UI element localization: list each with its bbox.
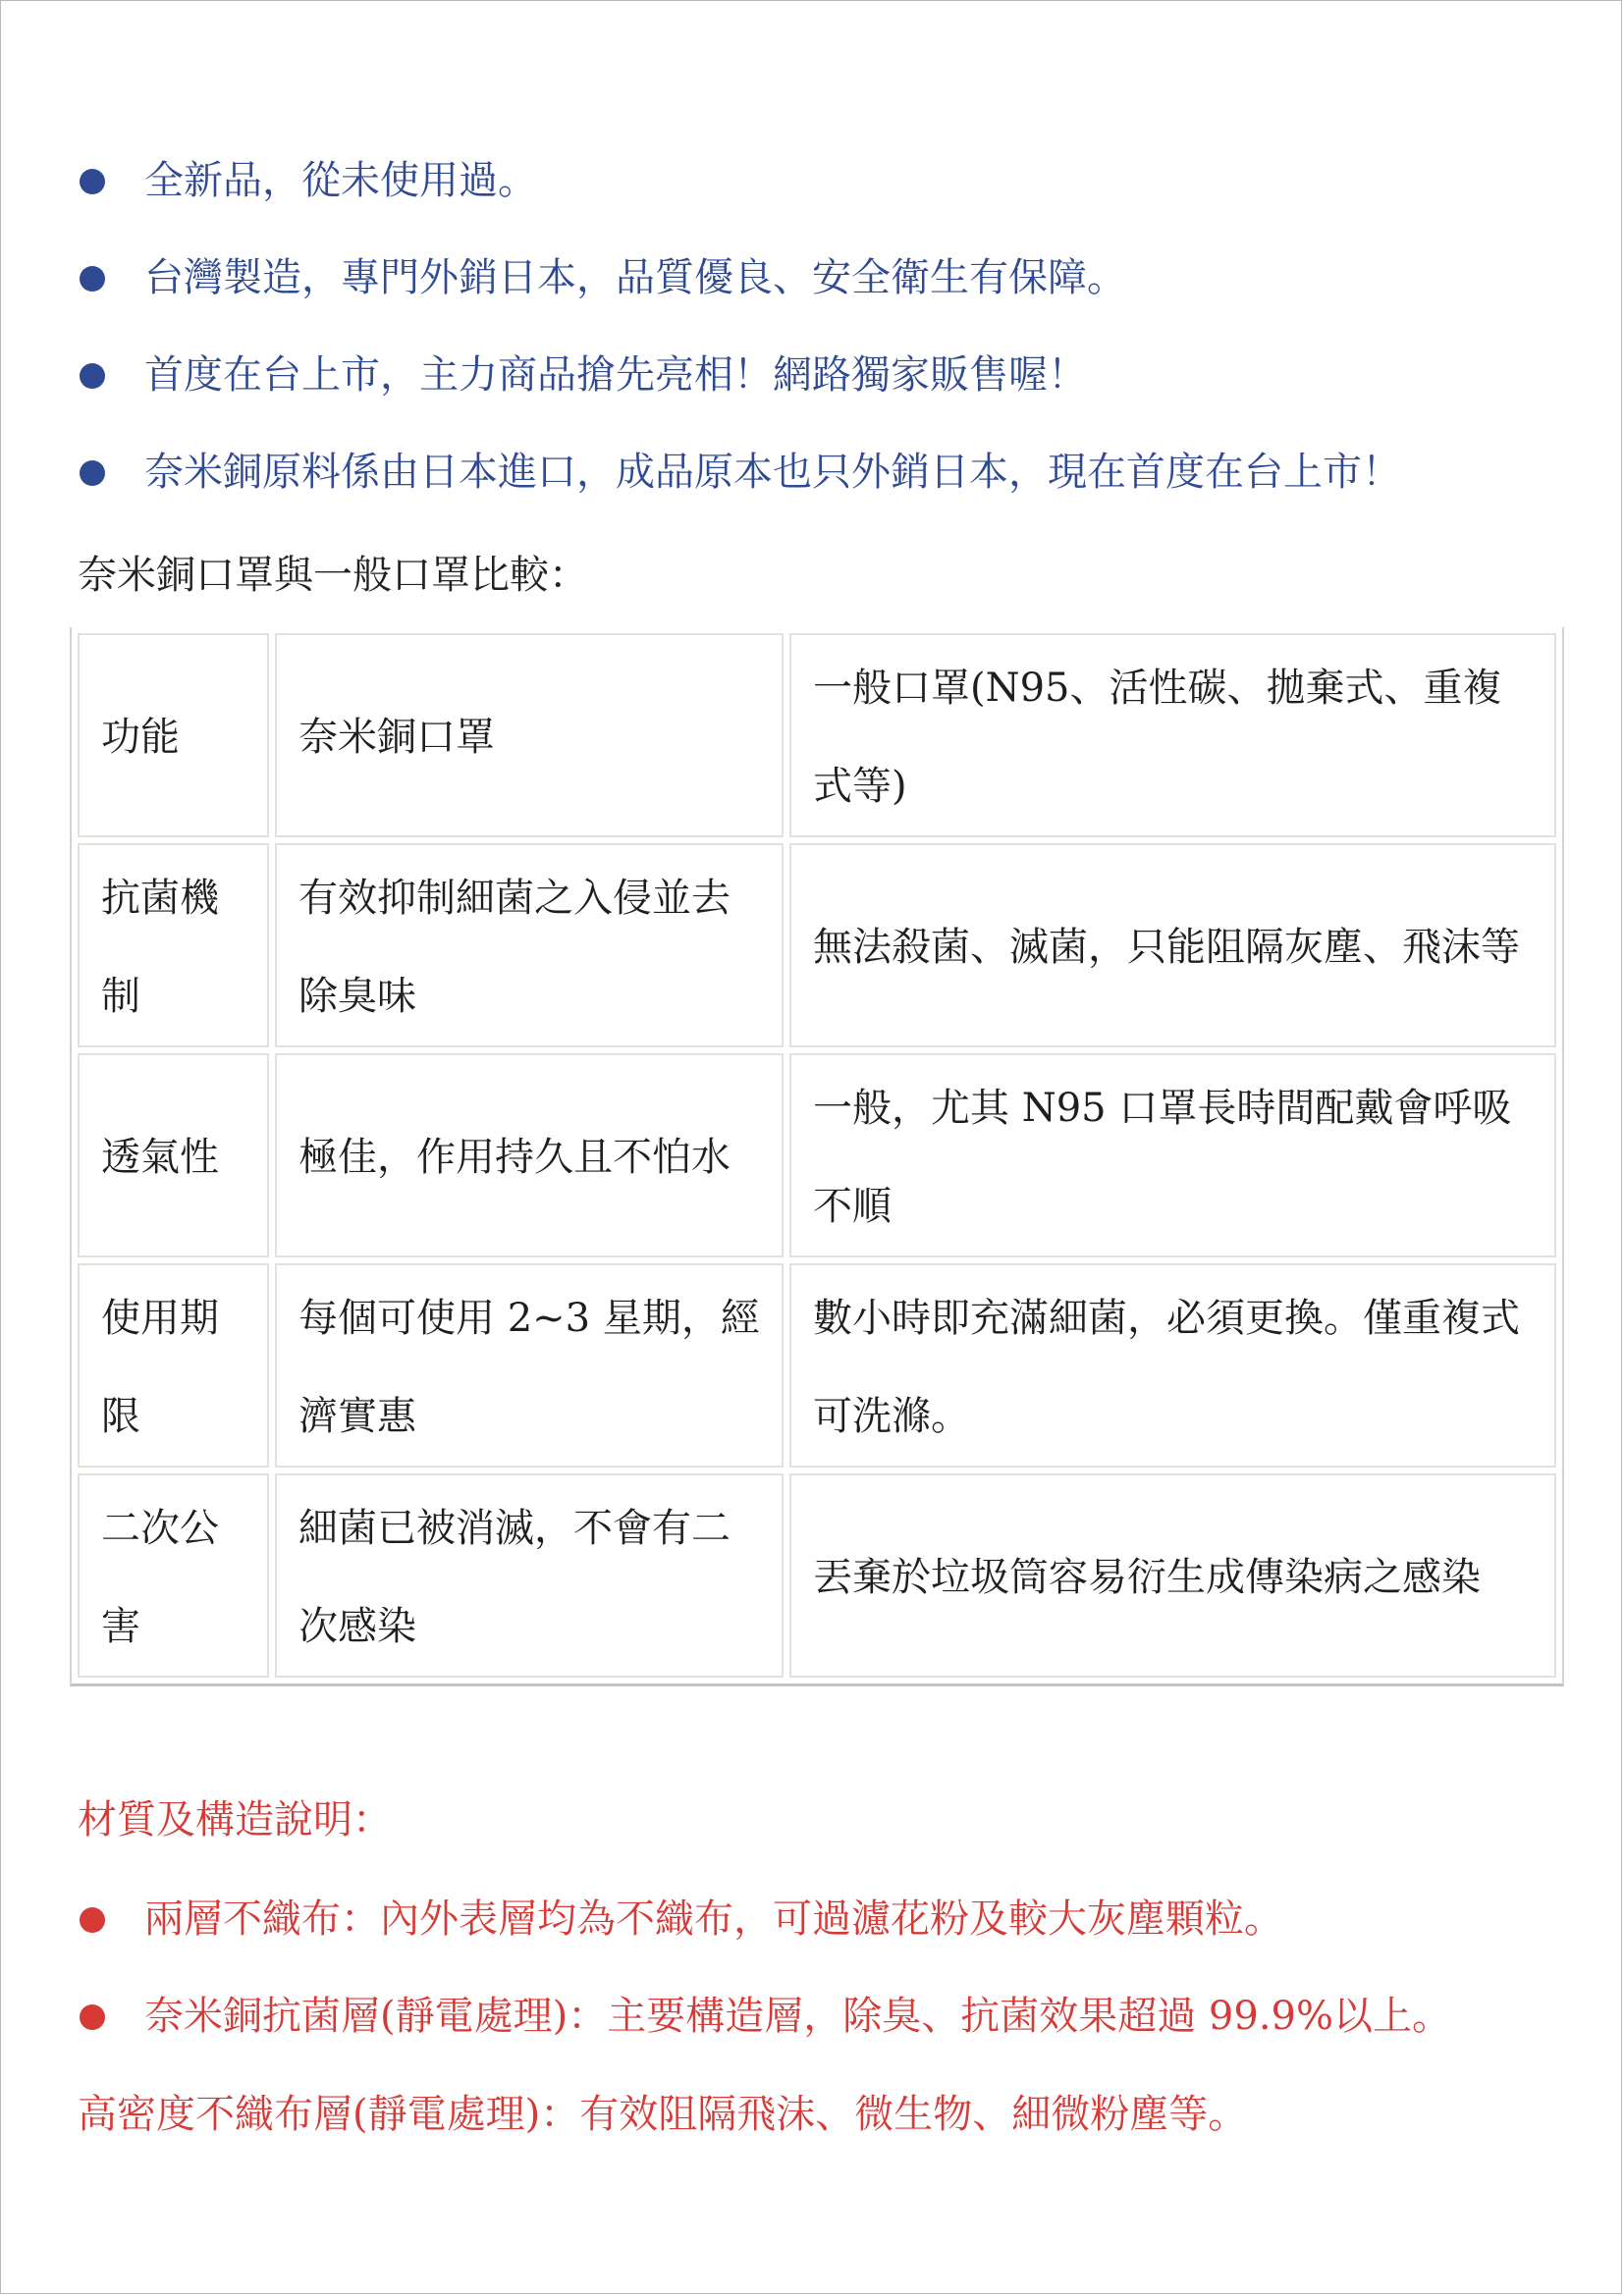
table-cell-function: 二次公害	[78, 1473, 269, 1678]
list-item	[80, 1871, 1572, 1968]
table-cell-regular: 無法殺菌、滅菌，只能阻隔灰塵、飛沫等	[789, 843, 1556, 1047]
list-item-text: 兩層不織布：內外表層均為不織布，可過濾花粉及較大灰塵顆粒。	[144, 1896, 1283, 1942]
table-cell-regular: 數小時即充滿細菌，必須更換。僅重複式可洗滌。	[789, 1263, 1556, 1468]
bullet-icon	[80, 169, 105, 194]
table-header-cell: 奈米銅口罩	[275, 633, 784, 837]
bullet-icon	[80, 266, 105, 292]
table-row	[78, 843, 1556, 1047]
list-item-text: 台灣製造，專門外銷日本，品質優良、安全衛生有保障。	[144, 255, 1126, 300]
list-item	[80, 1968, 1572, 2065]
list-item	[80, 133, 1572, 230]
table-cell-regular: 丟棄於垃圾筒容易衍生成傳染病之感染	[789, 1473, 1556, 1678]
material-heading: 材質及構造說明：	[78, 1797, 392, 1842]
table-cell-regular: 一般，尤其 N95 口罩長時間配戴會呼吸不順	[789, 1053, 1556, 1257]
comparison-heading: 奈米銅口罩與一般口罩比較：	[78, 553, 588, 598]
list-item	[80, 424, 1572, 521]
table-cell-nano-copper: 極佳，作用持久且不怕水	[275, 1053, 784, 1257]
table-cell-nano-copper: 細菌已被消滅，不會有二次感染	[275, 1473, 784, 1678]
table-cell-function: 抗菌機制	[78, 843, 269, 1047]
bullet-icon	[80, 460, 105, 486]
list-item	[80, 327, 1572, 424]
comparison-table	[70, 627, 1564, 1686]
bullet-icon	[80, 2004, 105, 2030]
table-row	[78, 1263, 1556, 1468]
list-item-text: 奈米銅抗菌層(靜電處理)：主要構造層，除臭、抗菌效果超過 99.9%以上。	[144, 1994, 1451, 2039]
list-item-text: 首度在台上市，主力商品搶先亮相！網路獨家販售喔！	[144, 352, 1087, 398]
table-cell-nano-copper: 每個可使用 2~3 星期，經濟實惠	[275, 1263, 784, 1468]
table-row	[78, 1473, 1556, 1678]
table-cell-nano-copper: 有效抑制細菌之入侵並去除臭味	[275, 843, 784, 1047]
material-closing-line: 高密度不織布層(靜電處理)：有效阻隔飛沫、微生物、細微粉塵等。	[78, 2092, 1248, 2137]
material-bullet-list	[80, 1871, 1572, 2065]
intro-bullet-list	[80, 133, 1572, 521]
table-cell-function: 透氣性	[78, 1053, 269, 1257]
list-item-text: 奈米銅原料係由日本進口，成品原本也只外銷日本，現在首度在台上市！	[144, 450, 1401, 495]
table-header-cell: 功能	[78, 633, 269, 837]
table-row	[78, 1053, 1556, 1257]
table-header-cell: 一般口罩(N95、活性碳、拋棄式、重複式等)	[789, 633, 1556, 837]
list-item-text: 全新品，從未使用過。	[144, 158, 537, 203]
bullet-icon	[80, 1907, 105, 1933]
table-header-row	[78, 633, 1556, 837]
bullet-icon	[80, 363, 105, 389]
list-item	[80, 230, 1572, 327]
table-cell-function: 使用期限	[78, 1263, 269, 1468]
